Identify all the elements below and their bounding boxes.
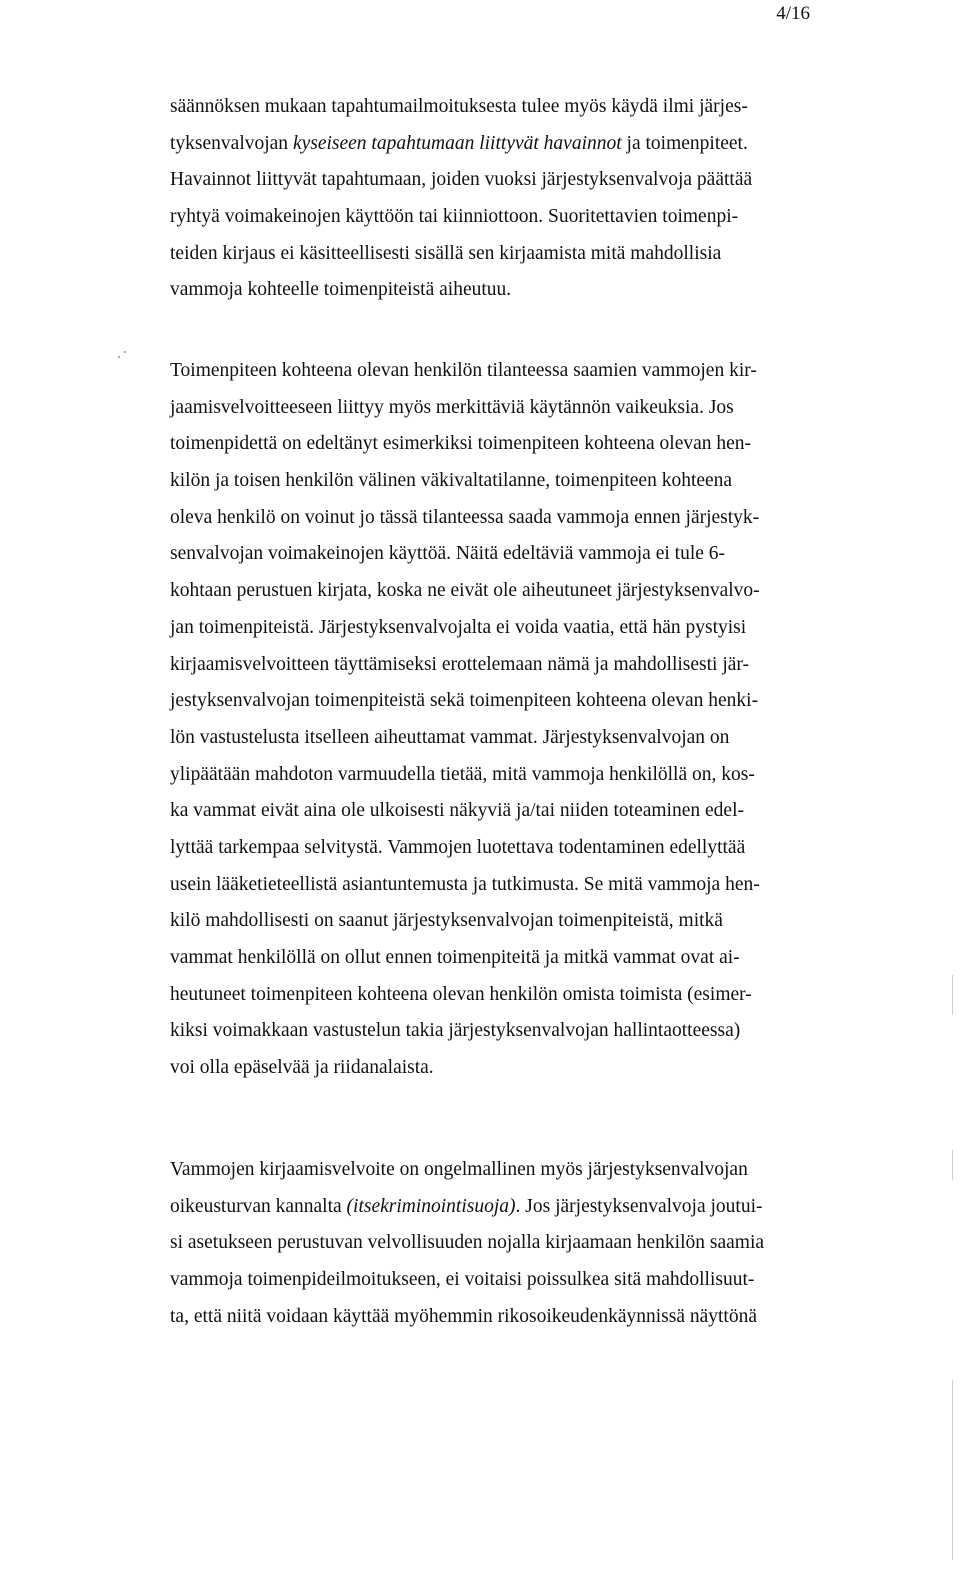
text-segment: jaamisvelvoitteeseen liittyy myös merkittäviä käytännön vaikeuksia. Jos [170,396,734,418]
text-segment: vammat henkilöllä on ollut ennen toimenpiteitä ja mitkä vammat ovat ai- [170,947,740,968]
italic-text: (itsekriminointisuoja) [346,1195,516,1217]
text-line [170,1152,764,1189]
text-segment: si asetukseen perustuvan velvollisuuden nojalla kirjaamaan henkilön saamia [170,1232,765,1254]
text-line [170,353,760,390]
text-segment: kilön ja toisen henkilön välinen väkivaltatilanne, toimenpiteen kohteena [170,470,733,492]
text-line [170,903,760,940]
text-line [170,1013,760,1050]
paragraph-1 [170,89,752,309]
paragraph-3 [170,1152,764,1335]
text-line [170,1262,764,1299]
text-line [170,683,760,720]
text-segment: usein lääketieteellistä asiantuntemusta ja tutkimusta. Se mitä vammoja hen- [170,873,760,895]
text-segment: Vammojen kirjaamisvelvoite on ongelmallinen myös järjestyksenvalvojan [170,1159,748,1180]
text-segment: voi olla epäselvää ja riidanalaista. [170,1057,434,1079]
scan-edge-mark [952,1380,953,1560]
text-line [170,720,760,757]
text-line [170,940,760,977]
text-segment: kohtaan perustuen kirjata, koska ne eivät ole aiheutuneet järjestyksenvalvo- [170,580,760,602]
paragraph-2 [170,353,760,1087]
text-segment: Havainnot liittyvät tapahtumaan, joiden vuoksi järjestyksenvalvoja päättää [170,169,753,191]
text-segment: teiden kirjaus ei käsitteellisesti sisällä sen kirjaamista mitä mahdollisia [170,242,722,264]
text-line [170,89,752,126]
text-line [170,500,760,537]
text-segment: ryhtyä voimakeinojen käyttöön tai kiinniottoon. Suoritettavien toimenpi- [170,206,739,228]
scan-speck [118,356,120,358]
text-line [170,1225,764,1262]
text-line [170,1299,764,1336]
text-line [170,536,760,573]
text-line [170,610,760,647]
text-line [170,426,760,463]
text-segment: ka vammat eivät aina ole ulkoisesti näkyviä ja/tai niiden toteaminen edel- [170,800,744,822]
text-segment: kirjaamisvelvoitteen täyttämiseksi erottelemaan nämä ja mahdollisesti jär- [170,653,750,675]
text-segment: oleva henkilö on voinut jo tässä tilanteessa saada vammoja ennen järjestyk- [170,506,760,528]
text-segment: ta, että niitä voidaan käyttää myöhemmin rikosoikeudenkäynnissä näyttönä [170,1305,758,1327]
text-segment: jan toimenpiteistä. Järjestyksenvalvojalta ei voida vaatia, että hän pystyisi [170,616,747,638]
text-line [170,793,760,830]
text-line [170,830,760,867]
scan-edge-mark [952,975,953,1015]
text-segment: oikeusturvan kannalta [170,1195,347,1217]
text-line [170,573,760,610]
text-segment: ylipäätään mahdoton varmuudella tietää, mitä vammoja henkilöllä on, kos- [170,763,755,785]
text-segment: kilö mahdollisesti on saanut järjestyksenvalvojan toimenpiteistä, mitkä [170,910,723,932]
text-line [170,757,760,794]
text-line [170,162,752,199]
text-segment: kiksi voimakkaan vastustelun takia järjestyksenvalvojan hallintaotteessa) [170,1020,741,1042]
text-line [170,236,752,273]
text-line [170,199,752,236]
text-segment: toimenpidettä on edeltänyt esimerkiksi toimenpiteen kohteena olevan hen- [170,433,752,455]
text-line [170,1050,760,1087]
text-segment: ja toimenpiteet. [621,132,748,154]
text-line [170,977,760,1014]
text-segment: senvalvojan voimakeinojen käyttöä. Näitä edeltäviä vammoja ei tule 6- [170,543,726,565]
scan-edge-mark [952,1150,953,1180]
text-line [170,272,752,309]
text-segment: lön vastustelusta itselleen aiheuttamat vammat. Järjestyksenvalvojan on [170,726,730,748]
text-line [170,867,760,904]
text-segment: jestyksenvalvojan toimenpiteistä sekä toimenpiteen kohteena olevan henki- [170,690,759,712]
scan-speck [124,351,126,353]
italic-text: kyseiseen tapahtumaan liittyvät havainnot [292,132,622,154]
text-line [170,126,752,163]
text-segment: heutuneet toimenpiteen kohteena olevan henkilön omista toimista (esimer- [170,983,752,1005]
text-segment: . Jos järjestyksenvalvoja joutui- [515,1195,763,1217]
text-segment: vammoja kohteelle toimenpiteistä aiheutuu. [170,279,512,301]
text-line [170,1189,764,1226]
page-number: 4/16 [776,3,810,24]
text-segment: vammoja toimenpideilmoitukseen, ei voitaisi poissulkea sitä mahdollisuut- [170,1269,755,1291]
text-line [170,463,760,500]
text-segment: säännöksen mukaan tapahtumailmoituksesta tulee myös käydä ilmi järjes- [170,96,748,117]
text-segment: tyksenvalvojan [170,132,293,154]
text-line [170,390,760,427]
text-segment: Toimenpiteen kohteena olevan henkilön tilanteessa saamien vammojen kir- [170,360,757,381]
text-segment: lyttää tarkempaa selvitystä. Vammojen luotettava todentaminen edellyttää [170,836,746,858]
text-line [170,647,760,684]
